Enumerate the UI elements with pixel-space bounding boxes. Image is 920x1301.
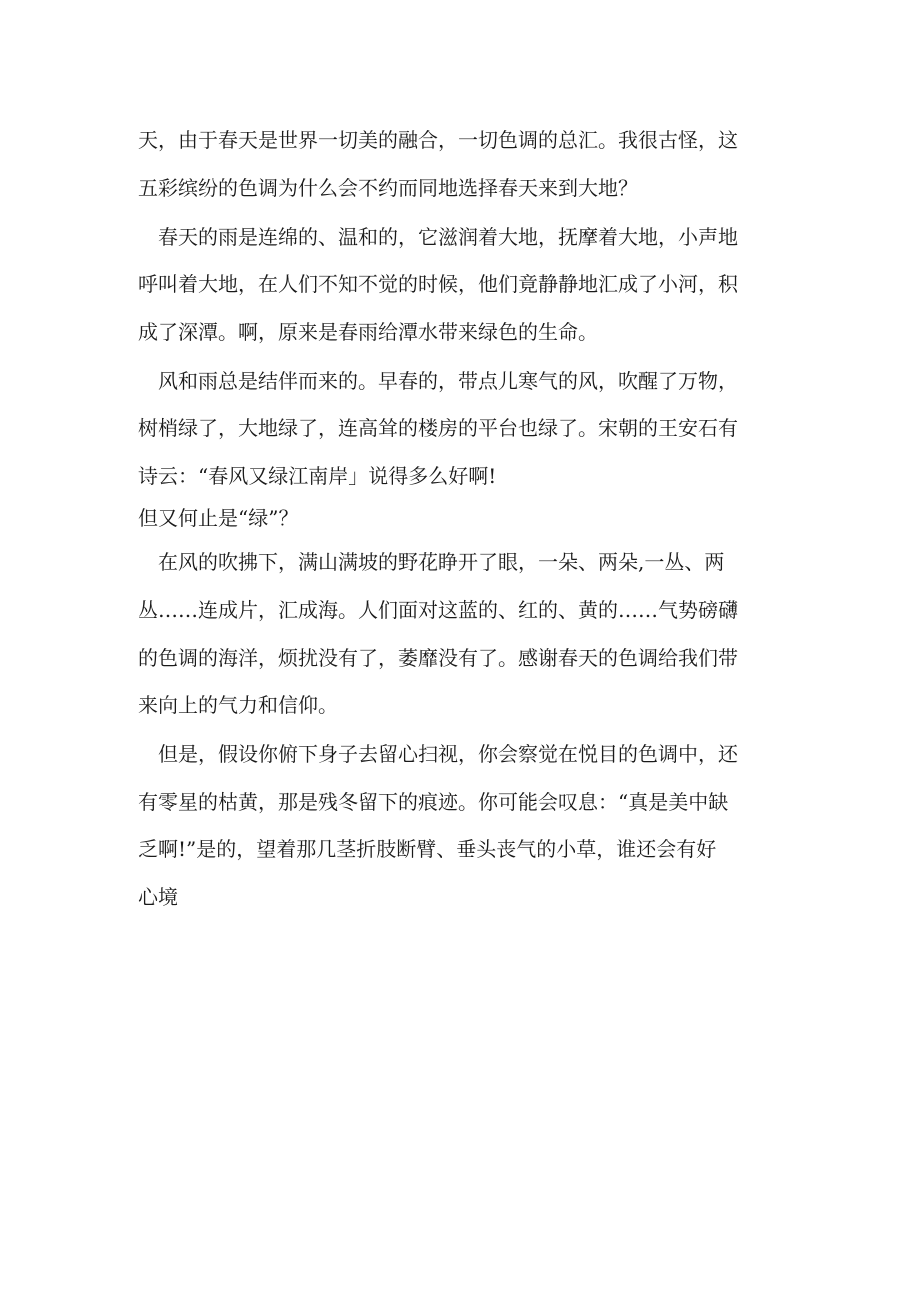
text-line: 来向上的气力和信仰。 (138, 693, 338, 717)
text-line: 心境 (138, 885, 178, 909)
text-line: 在风的吹拂下，满山满坡的野花睁开了眼，一朵、两朵,一丛、两 (138, 550, 725, 574)
text-line: 风和雨总是结伴而来的。早春的，带点儿寒气的风，吹醒了万物， (138, 369, 738, 393)
text-line: 但是，假设你俯下身子去留心扫视，你会察觉在悦目的色调中，还 (138, 742, 738, 766)
text-line: 树梢绿了，大地绿了，连高耸的楼房的平台也绿了。宋朝的王安石有 (138, 416, 738, 440)
text-line: 乏啊!”是的，望着那几茎折肢断臂、垂头丧气的小草，谁还会有好 (138, 837, 717, 861)
text-line: 成了深潭。啊，原来是春雨给潭水带来绿色的生命。 (138, 320, 598, 344)
text-line: 丛……连成片，汇成海。人们面对这蓝的、红的、黄的……气势磅礴 (138, 598, 738, 622)
text-line: 的色调的海洋，烦扰没有了，萎靡没有了。感谢春天的色调给我们带 (138, 646, 738, 670)
text-line: 天，由于春天是世界一切美的融合，一切色调的总汇。我很古怪，这 (138, 128, 738, 152)
text-line: 诗云：“春风又绿江南岸」说得多么好啊! (138, 464, 497, 488)
text-line: 有零星的枯黄，那是残冬留下的痕迹。你可能会叹息：“真是美中缺 (138, 790, 729, 814)
text-line: 呼叫着大地，在人们不知不觉的时候，他们竟静静地汇成了小河，积 (138, 272, 738, 296)
text-line: 五彩缤纷的色调为什么会不约而同地选择春天来到大地？ (138, 176, 638, 200)
text-line: 春天的雨是连绵的、温和的，它滋润着大地，抚摩着大地，小声地 (138, 225, 738, 249)
text-line: 但又何止是“绿”？ (138, 506, 299, 530)
